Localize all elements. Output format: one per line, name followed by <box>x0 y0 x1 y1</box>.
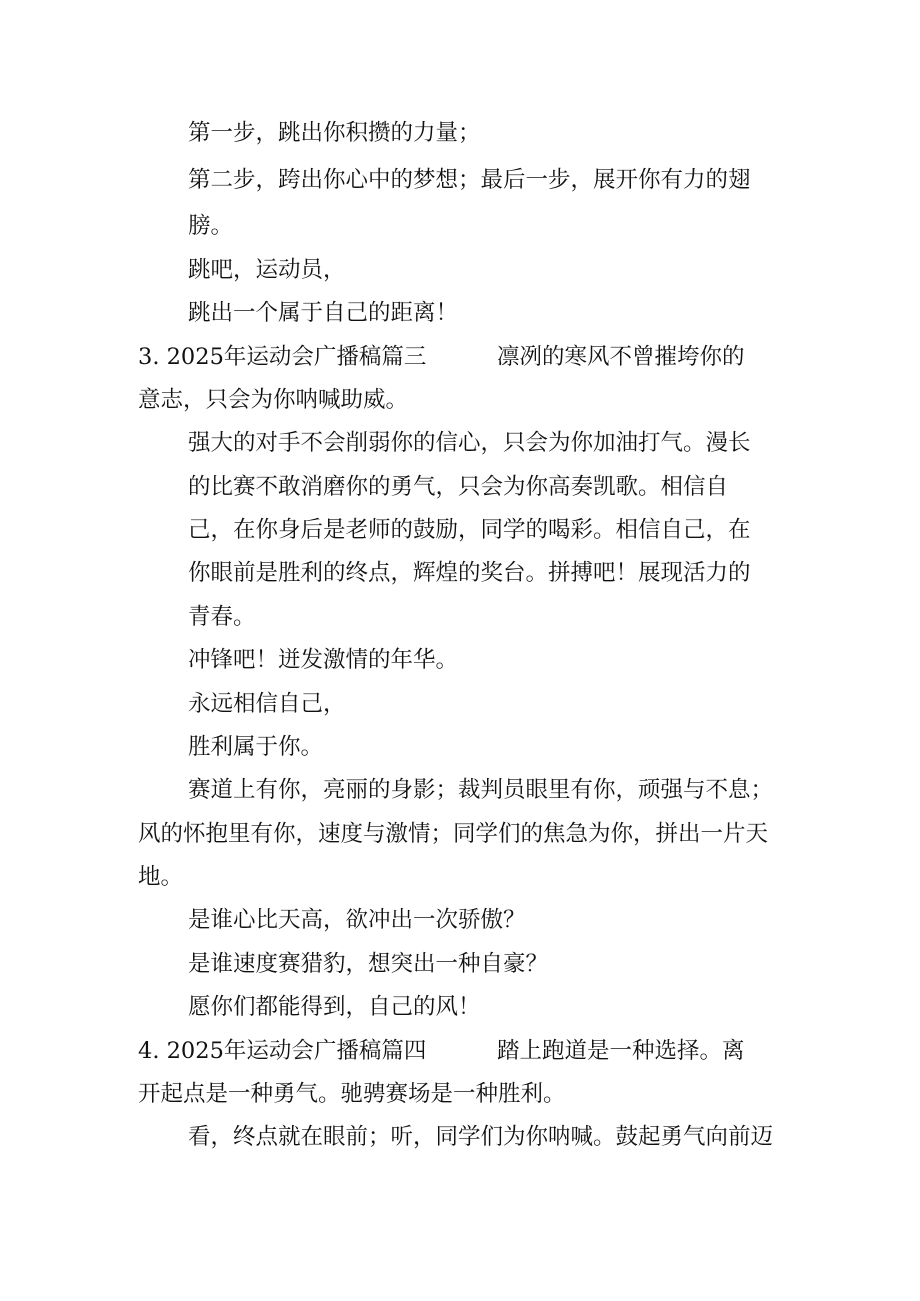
text-line: 是谁心比天高，欲冲出一次骄傲？ <box>188 907 526 933</box>
section-heading: 4. 2025年运动会广播稿篇四 <box>138 1038 427 1064</box>
text-line: 己，在你身后是老师的鼓励，同学的喝彩。相信自己，在 <box>188 517 751 543</box>
text-line: 地。 <box>138 864 184 890</box>
text-line: 青春。 <box>188 604 256 630</box>
text-line: 凛冽的寒风不曾摧垮你的 <box>497 344 745 370</box>
text-line: 跳出一个属于自己的距离！ <box>188 300 459 326</box>
text-line: 冲锋吧！迸发激情的年华。 <box>188 647 459 673</box>
text-line: 愿你们都能得到，自己的风！ <box>188 994 481 1020</box>
text-line: 胜利属于你。 <box>188 734 324 760</box>
text-line: 强大的对手不会削弱你的信心，只会为你加油打气。漫长 <box>188 430 751 456</box>
text-line: 的比赛不敢消磨你的勇气，只会为你高奏凯歌。相信自 <box>188 474 729 500</box>
text-line: 是谁速度赛猎豹，想突出一种自豪？ <box>188 951 549 977</box>
text-line: 踏上跑道是一种选择。离 <box>497 1038 745 1064</box>
text-line: 你眼前是胜利的终点，辉煌的奖台。拼搏吧！展现活力的 <box>188 560 751 586</box>
text-line: 赛道上有你，亮丽的身影；裁判员眼里有你，顽强与不息； <box>188 777 774 803</box>
text-line: 开起点是一种勇气。驰骋赛场是一种胜利。 <box>138 1081 566 1107</box>
text-line: 永远相信自己， <box>188 691 346 717</box>
text-line: 风的怀抱里有你，速度与激情；同学们的焦急为你，拼出一片天 <box>138 821 769 847</box>
text-line: 膀。 <box>188 213 234 239</box>
text-line: 意志，只会为你呐喊助威。 <box>138 387 409 413</box>
text-line: 看，终点就在眼前；听，同学们为你呐喊。鼓起勇气向前迈 <box>188 1124 774 1150</box>
text-line: 第一步，跳出你积攒的力量； <box>188 120 481 146</box>
text-line: 第二步，跨出你心中的梦想；最后一步，展开你有力的翅 <box>188 167 751 193</box>
section-heading: 3. 2025年运动会广播稿篇三 <box>138 344 427 370</box>
text-line: 跳吧，运动员， <box>188 257 346 283</box>
